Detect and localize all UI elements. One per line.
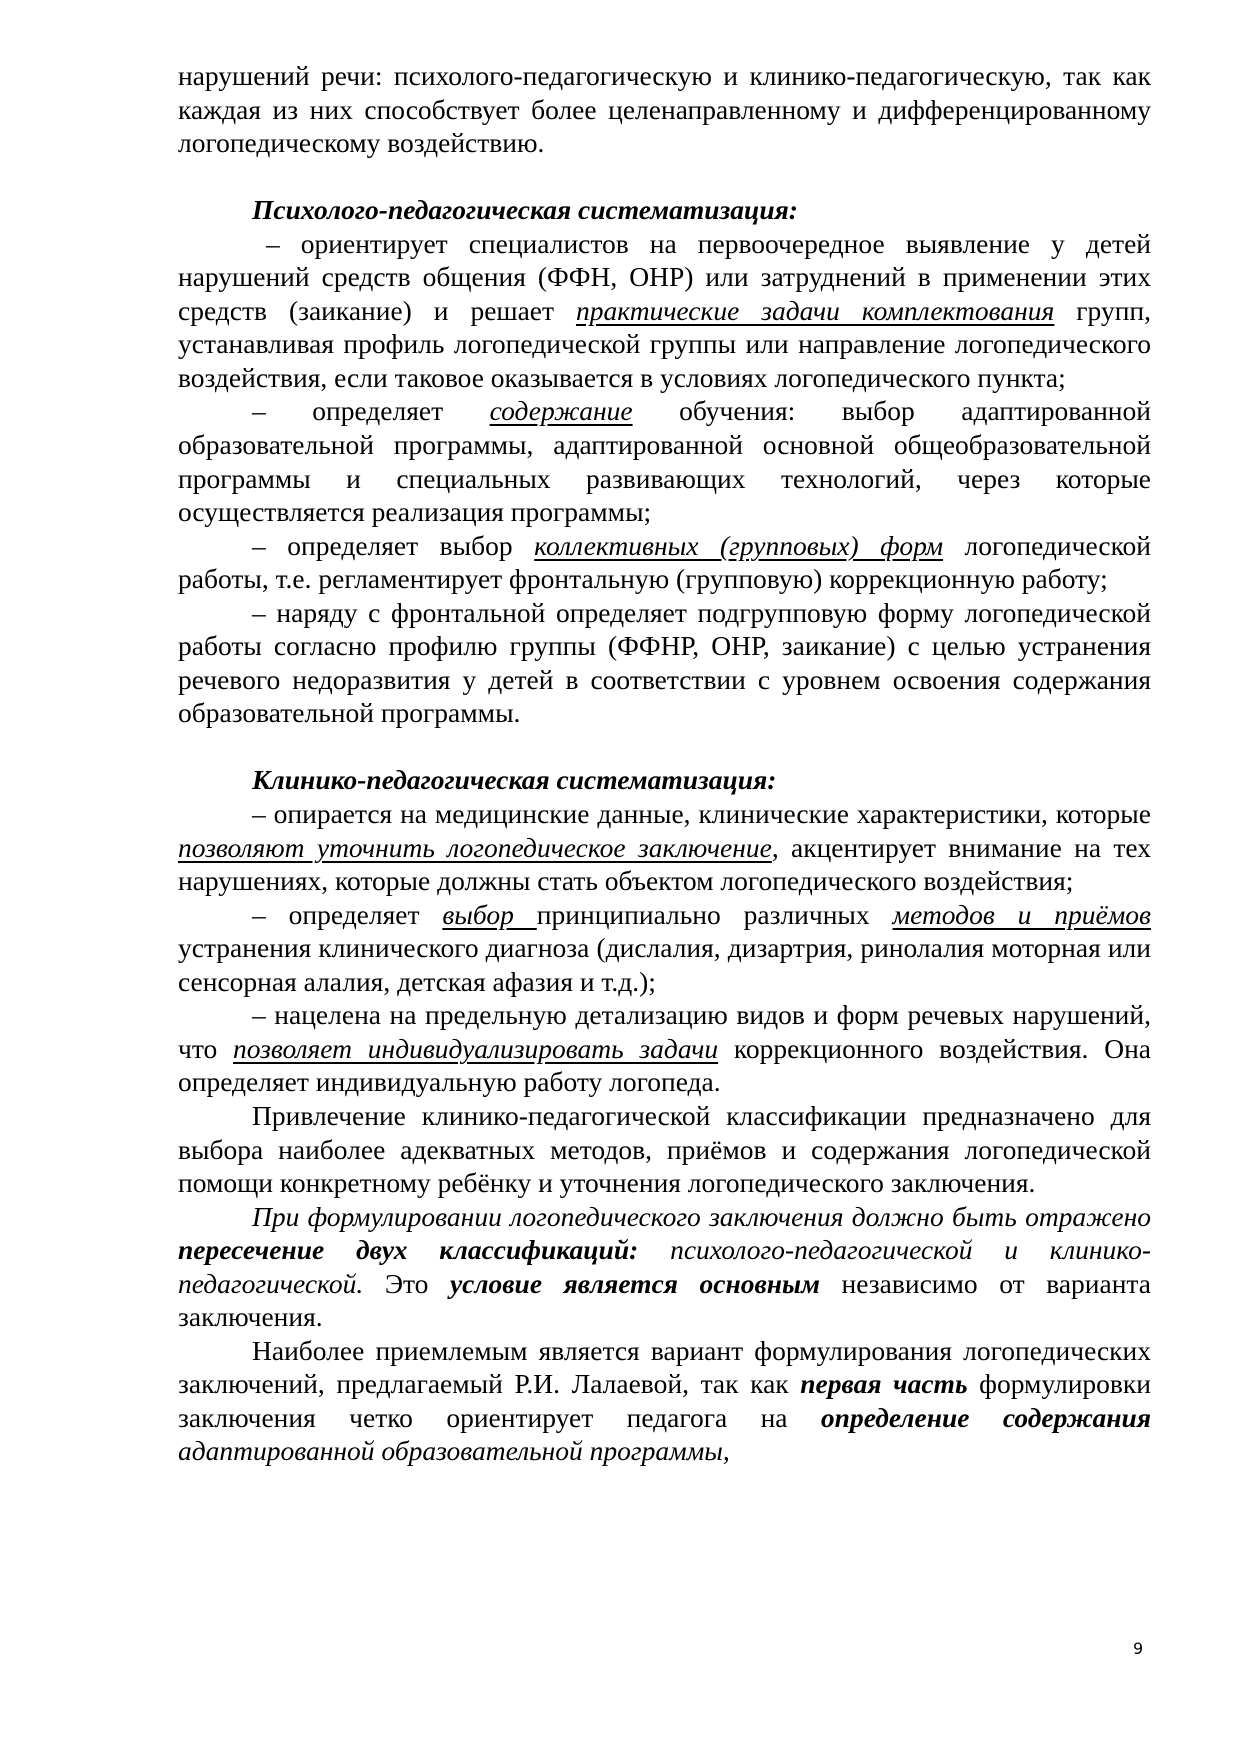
underlined-emphasis: позволяют уточнить логопедическое заключение	[178, 831, 772, 863]
underlined-emphasis: методов и приёмов	[892, 898, 1151, 930]
bold-emphasis: пересечение двух классификаций:	[178, 1234, 639, 1266]
text-run: Привлечение клинико-педагогической классификации предназначено для выбора наиболее адекватных методов, приёмов и содержания логопедической помощи конкретному ребёнку и уточнения логопедического заключения.	[178, 1099, 1151, 1199]
text-run: – определяет	[252, 898, 443, 930]
text-run: независимо от варианта заключения.	[178, 1267, 1151, 1333]
page-number: 9	[1133, 1639, 1144, 1658]
paragraph	[178, 59, 1151, 160]
paragraph	[178, 1200, 1151, 1334]
bold-emphasis: условие является основным	[449, 1267, 820, 1299]
italic-text: При формулировании логопедического заключения должно быть отражено	[252, 1200, 1151, 1232]
body-text	[178, 59, 1151, 1468]
text-run: устранения клинического диагноза (дислалия, дизартрия, ринолалия моторная или сенсорная алалия, детская афазия и т.д.);	[178, 932, 1151, 997]
text-run: принципиально различных	[536, 898, 893, 930]
section-heading	[178, 763, 1151, 797]
text-run: Клинико-педагогическая систематизация:	[252, 764, 777, 796]
paragraph	[178, 898, 1151, 999]
text-run: Психолого-педагогическая систематизация:	[252, 194, 798, 226]
text-run: обучения: выбор адаптированной образовательной программы, адаптированной основной общеобразовательной программы и специальных развивающих технологий, через которые осуществляется реализация программы;	[178, 395, 1151, 528]
paragraph-spacer	[178, 160, 1151, 194]
text-run: – наряду с фронтальной определяет подгрупповую форму логопедической работы согласно профилю группы (ФФНР, ОНР, заикание) с целью устранения речевого недоразвития у детей в соответствии с уровнем освоения содержания образовательной программы.	[178, 596, 1151, 729]
text-run: Это	[363, 1267, 450, 1299]
italic-text: психолого-педагогической и клинико-педагогической.	[178, 1234, 1151, 1299]
text-run: групп, устанавливая профиль логопедической группы или направление логопедического воздействия, если таковое оказывается в условиях логопедического пункта;	[178, 294, 1151, 393]
text-run: формулировки заключения четко ориентирует педагога на	[178, 1368, 1151, 1433]
paragraph	[178, 1334, 1151, 1468]
text-run: коррекционного воздействия. Она определяет индивидуальную работу логопеда.	[178, 1032, 1151, 1098]
text-run: , акцентирует внимание на тех нарушениях, которые должны стать объектом логопедического воздействия;	[178, 831, 1152, 897]
text-run: – ориентирует специалистов на первоочередное выявление у детей нарушений средств общения (ФФН, ОНР) или затруднений в применении этих средств (заикание) и решает	[178, 227, 1151, 326]
text-run: нарушений речи: психолого-педагогическую и клинико-педагогическую, так как каждая из них способствует более целенаправленному и дифференцированному логопедическому воздействию.	[178, 60, 1151, 159]
text-run: Наиболее приемлемым является вариант формулирования логопедических заключений, предлагаемый Р.И. Лалаевой, так как	[178, 1334, 1151, 1400]
underlined-emphasis: практические задачи комплектования	[575, 294, 1055, 326]
text-run: – нацелена на предельную детализацию видов и форм речевых нарушений, что	[178, 999, 1151, 1064]
section-heading	[178, 193, 1151, 227]
underlined-emphasis: коллективных (групповых) форм	[534, 529, 944, 561]
text-run: – определяет	[252, 395, 490, 427]
paragraph	[178, 227, 1151, 395]
paragraph	[178, 797, 1151, 898]
underlined-emphasis: содержание	[489, 395, 633, 427]
paragraph	[178, 596, 1151, 730]
bold-emphasis: первая часть	[800, 1368, 968, 1400]
paragraph	[178, 998, 1151, 1099]
italic-text: адаптированной образовательной программы,	[178, 1435, 730, 1467]
bold-emphasis: определение содержания	[820, 1401, 1152, 1433]
text-run: – определяет выбор	[252, 529, 535, 561]
text-run: логопедической работы, т.е. регламентирует фронтальную (групповую) коррекционную работу;	[178, 529, 1151, 595]
paragraph-spacer	[178, 730, 1151, 764]
paragraph	[178, 394, 1151, 528]
underlined-emphasis: выбор	[442, 898, 537, 930]
paragraph	[178, 529, 1151, 596]
underlined-emphasis: позволяет индивидуализировать задачи	[233, 1032, 719, 1064]
paragraph	[178, 1099, 1151, 1200]
text-run: – опирается на медицинские данные, клинические характеристики, которые	[252, 798, 1151, 830]
